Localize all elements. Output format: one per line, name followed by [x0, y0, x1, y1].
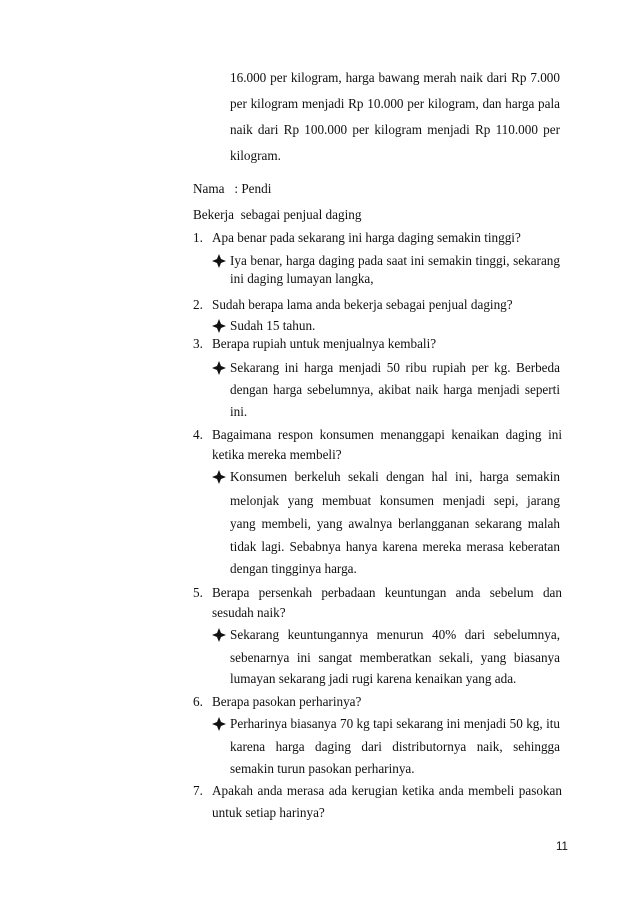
q1-number: 1. — [193, 230, 203, 245]
q6-number: 6. — [193, 694, 203, 709]
q4-answer-line-4: tidak lagi. Sebabnya hanya karena mereka merasa keberatan — [230, 539, 560, 554]
q4-number: 4. — [193, 427, 203, 442]
q2-answer-line-1: Sudah 15 tahun. — [230, 318, 316, 333]
q3-answer-line-1: Sekarang ini harga menjadi 50 ribu rupiah per kg. Berbeda — [230, 360, 560, 375]
diamond-bullet-icon — [212, 319, 226, 333]
intro-line-2: per kilogram menjadi Rp 10.000 per kilogram, dan harga pala — [230, 96, 560, 111]
q3-number: 3. — [193, 336, 203, 351]
diamond-bullet-icon — [212, 361, 226, 375]
q5-question-line-2: sesudah naik? — [212, 605, 286, 620]
intro-line-3: naik dari Rp 100.000 per kilogram menjadi Rp 110.000 per — [230, 122, 560, 137]
q5-question-line-1: Berapa persenkah perbadaan keuntungan anda sebelum dan — [212, 585, 562, 600]
q5-answer-line-3: lumayan sekarang jadi rugi karena kenaikan yang ada. — [230, 671, 517, 686]
q5-number: 5. — [193, 585, 203, 600]
q6-answer-line-2: karena harga daging dari distributornya naik, sehingga — [230, 739, 560, 754]
q1-question: Apa benar pada sekarang ini harga daging semakin tinggi? — [212, 230, 521, 245]
q3-answer-line-2: dengan harga sebelumnya, akibat naik harga menjadi seperti — [230, 382, 560, 397]
diamond-bullet-icon — [212, 628, 226, 642]
q5-answer-line-1: Sekarang keuntungannya menurun 40% dari sebelumnya, — [230, 627, 560, 642]
q4-answer-line-1: Konsumen berkeluh sekali dengan hal ini, harga semakin — [230, 469, 560, 484]
intro-line-4: kilogram. — [230, 148, 281, 163]
q7-question-line-1: Apakah anda merasa ada kerugian ketika anda membeli pasokan — [212, 783, 562, 798]
q6-question: Berapa pasokan perharinya? — [212, 694, 362, 709]
respondent-name: Nama : Pendi — [193, 181, 272, 196]
q7-question-line-2: untuk setiap harinya? — [212, 805, 325, 820]
diamond-bullet-icon — [212, 717, 226, 731]
q1-answer-line-2: ini daging lumayan langka, — [230, 271, 374, 286]
q3-answer-line-3: ini. — [230, 404, 248, 419]
q1-answer-line-1: Iya benar, harga daging pada saat ini semakin tinggi, sekarang — [230, 253, 560, 268]
diamond-bullet-icon — [212, 470, 226, 484]
q6-answer-line-3: semakin turun pasokan perharinya. — [230, 761, 415, 776]
q2-number: 2. — [193, 297, 203, 312]
q4-answer-line-5: dengan tingginya harga. — [230, 561, 357, 576]
q4-answer-line-2: melonjak yang membuat konsumen menjadi sepi, jarang — [230, 493, 560, 508]
q5-answer-line-2: sebenarnya ini sangat memberatkan sekali, yang biasanya — [230, 650, 560, 665]
q4-question-line-1: Bagaimana respon konsumen menanggapi kenaikan daging ini — [212, 427, 562, 442]
respondent-job: Bekerja sebagai penjual daging — [193, 207, 362, 222]
q2-question: Sudah berapa lama anda bekerja sebagai penjual daging? — [212, 297, 513, 312]
q7-number: 7. — [193, 783, 203, 798]
q6-answer-line-1: Perharinya biasanya 70 kg tapi sekarang ini menjadi 50 kg, itu — [230, 716, 560, 731]
page-number: 11 — [556, 841, 568, 853]
intro-line-1: 16.000 per kilogram, harga bawang merah naik dari Rp 7.000 — [230, 70, 560, 85]
diamond-bullet-icon — [212, 254, 226, 268]
q3-question: Berapa rupiah untuk menjualnya kembali? — [212, 336, 437, 351]
q4-answer-line-3: yang membeli, yang awalnya berlangganan sekarang malah — [230, 516, 560, 531]
q4-question-line-2: ketika mereka membeli? — [212, 447, 342, 462]
